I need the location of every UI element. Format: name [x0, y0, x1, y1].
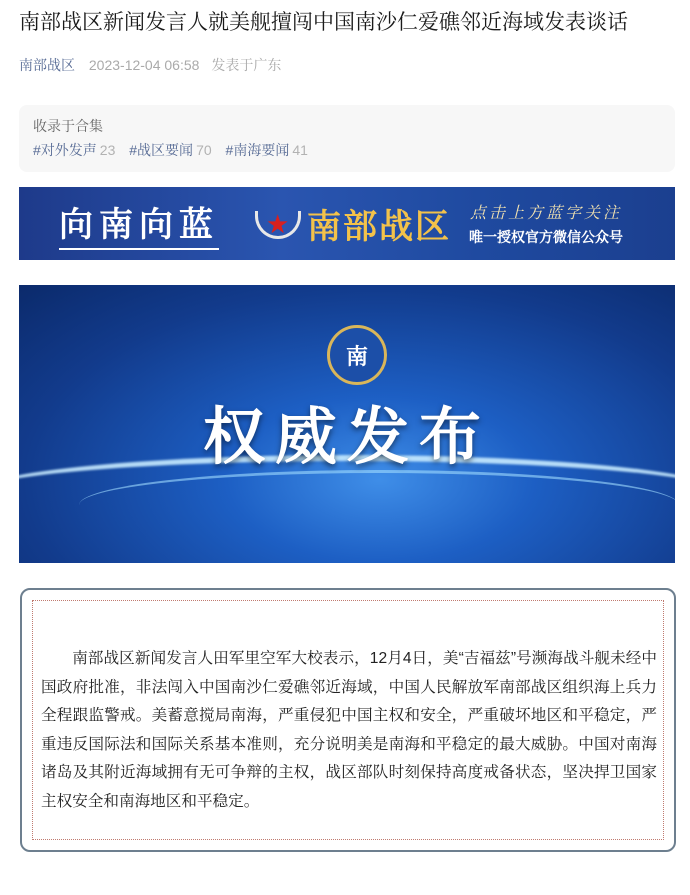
tag-name: #南海要闻: [225, 142, 290, 158]
publish-location: 发表于广东: [211, 57, 282, 73]
banner-slogan: 向南向蓝: [59, 197, 219, 250]
account-name-link[interactable]: 南部战区: [19, 57, 75, 73]
collection-box: [19, 105, 675, 172]
emblem-icon: ★: [255, 201, 301, 247]
collection-tag[interactable]: [33, 142, 115, 158]
poster-image: [19, 285, 675, 563]
tag-count: 70: [196, 142, 212, 158]
tag-count: 23: [99, 142, 116, 158]
banner-brand: 南部战区: [307, 208, 451, 246]
statement-box: [20, 588, 676, 852]
collection-tag[interactable]: [129, 142, 211, 158]
article-meta: [19, 55, 289, 75]
collection-tag[interactable]: [226, 142, 308, 158]
emblem-icon: 南: [327, 325, 387, 385]
article-title: 南部战区新闻发言人就美舰擅闯中国南沙仁爱礁邻近海域发表谈话: [19, 11, 628, 34]
publish-datetime: 2023-12-04 06:58: [88, 57, 200, 73]
tag-count: 41: [292, 142, 308, 158]
poster-headline: 权威发布: [202, 403, 491, 472]
banner-follow-text: 点击上方蓝字关注: [469, 205, 622, 222]
header-banner-image: [19, 187, 675, 260]
banner-official-text: 唯一授权官方微信公众号: [469, 229, 623, 245]
tag-name: #战区要闻: [129, 142, 194, 158]
collection-label: 收录于合集: [33, 118, 103, 134]
statement-paragraph: 南部战区新闻发言人田军里空军大校表示，12月4日，美“吉福兹”号濒海战斗舰未经中国政府批准，非法闯入中国南沙仁爱礁邻近海域，中国人民解放军南部战区组织海上兵力全程跟监警戒。美蓄意搅局南海，严重侵犯中国主权和安全，严重破坏地区和平稳定，严重违反国际法和国际关系基本准则，充分说明美是南海和平稳定的最大威胁。中国对南海诸岛及其附近海域拥有无可争辩的主权，战区部队时刻保持高度戒备状态，坚决捍卫国家主权安全和南海地区和平稳定。: [41, 650, 657, 810]
tag-name: #对外发声: [33, 142, 97, 158]
